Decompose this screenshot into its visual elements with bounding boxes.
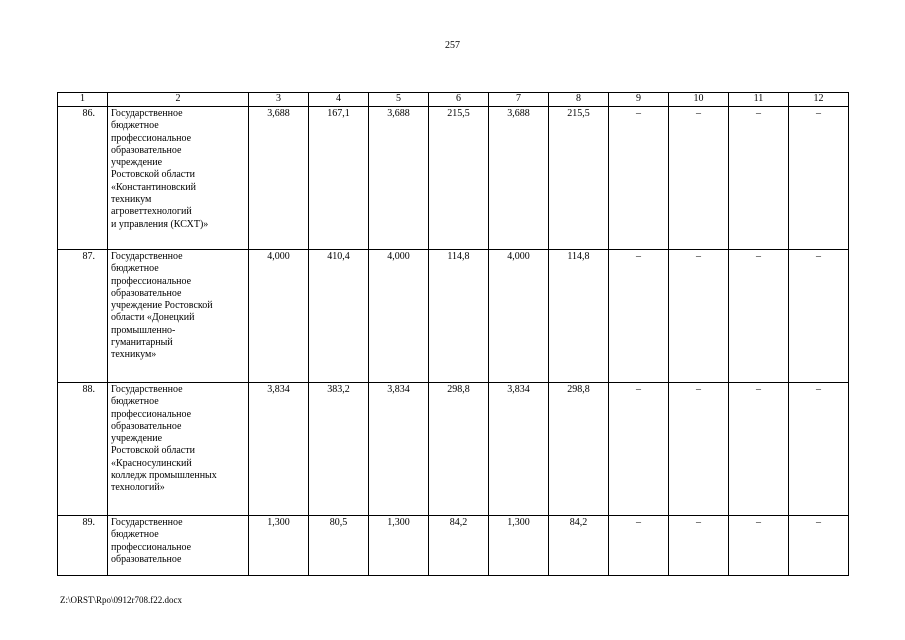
name-line: учреждение: [111, 433, 163, 445]
name-line: учреждение Ростовской: [111, 300, 213, 312]
name-line: профессиональное: [111, 541, 192, 553]
value-cell: 114,8: [429, 250, 489, 383]
institution-name: [108, 250, 249, 383]
value-cell: 383,2: [309, 383, 369, 516]
name-line: промышленно-: [111, 324, 176, 336]
value-cell: –: [789, 107, 849, 250]
value-cell: –: [789, 383, 849, 516]
name-line: бюджетное: [111, 529, 159, 541]
value-cell: 1,300: [249, 516, 309, 576]
name-line: технологий»: [111, 482, 165, 494]
name-line: агроветтехнологий: [111, 206, 192, 218]
value-cell: 84,2: [549, 516, 609, 576]
name-line: Государственное: [111, 384, 183, 395]
name-line: «Красносулинский: [111, 457, 192, 469]
value-cell: 3,688: [249, 107, 309, 250]
value-cell: 3,834: [489, 383, 549, 516]
column-header: 2: [108, 93, 249, 107]
column-header: 12: [789, 93, 849, 107]
row-index: 86.: [58, 107, 108, 250]
name-line: техникум»: [111, 349, 157, 361]
value-cell: 410,4: [309, 250, 369, 383]
name-line: техникум: [111, 194, 152, 206]
value-cell: –: [609, 383, 669, 516]
value-cell: 298,8: [549, 383, 609, 516]
value-cell: 80,5: [309, 516, 369, 576]
value-cell: 4,000: [369, 250, 429, 383]
value-cell: 1,300: [489, 516, 549, 576]
value-cell: –: [729, 107, 789, 250]
column-header: 1: [58, 93, 108, 107]
value-cell: 3,834: [249, 383, 309, 516]
value-cell: 4,000: [489, 250, 549, 383]
table-row: [58, 250, 849, 383]
column-header: 11: [729, 93, 789, 107]
value-cell: –: [609, 516, 669, 576]
name-line: и управления (КСХТ)»: [111, 218, 209, 230]
value-cell: 215,5: [429, 107, 489, 250]
row-index: 89.: [58, 516, 108, 576]
value-cell: –: [789, 516, 849, 576]
column-header: 8: [549, 93, 609, 107]
table-row: [58, 516, 849, 576]
value-cell: –: [729, 250, 789, 383]
value-cell: 114,8: [549, 250, 609, 383]
name-line: профессиональное: [111, 275, 192, 287]
institution-name: [108, 383, 249, 516]
value-cell: –: [669, 516, 729, 576]
name-line: «Константиновский: [111, 181, 196, 193]
name-line: профессиональное: [111, 132, 192, 144]
value-cell: –: [609, 107, 669, 250]
name-line: бюджетное: [111, 263, 159, 275]
value-cell: 298,8: [429, 383, 489, 516]
column-header: 5: [369, 93, 429, 107]
name-line: Ростовской области: [111, 169, 195, 181]
column-header: 3: [249, 93, 309, 107]
value-cell: 4,000: [249, 250, 309, 383]
name-line: Ростовской области: [111, 445, 195, 457]
column-header: 9: [609, 93, 669, 107]
institution-name: [108, 516, 249, 576]
name-line: учреждение: [111, 157, 163, 169]
name-line: области «Донецкий: [111, 312, 195, 324]
name-line: образовательное: [111, 287, 182, 299]
name-line: образовательное: [111, 553, 182, 565]
name-line: колледж промышленных: [111, 470, 217, 482]
institution-name: [108, 107, 249, 250]
name-line: гуманитарный: [111, 337, 173, 349]
value-cell: –: [669, 383, 729, 516]
value-cell: –: [669, 250, 729, 383]
value-cell: 167,1: [309, 107, 369, 250]
value-cell: –: [729, 383, 789, 516]
name-line: профессиональное: [111, 408, 192, 420]
value-cell: 1,300: [369, 516, 429, 576]
column-header: 4: [309, 93, 369, 107]
name-line: бюджетное: [111, 120, 159, 132]
value-cell: –: [669, 107, 729, 250]
column-header: 10: [669, 93, 729, 107]
table-row: [58, 107, 849, 250]
value-cell: 3,834: [369, 383, 429, 516]
table-row: [58, 383, 849, 516]
data-table: [57, 92, 849, 576]
name-line: образовательное: [111, 144, 182, 156]
value-cell: 215,5: [549, 107, 609, 250]
value-cell: 3,688: [369, 107, 429, 250]
header-row: [58, 93, 849, 107]
name-line: бюджетное: [111, 396, 159, 408]
column-header: 6: [429, 93, 489, 107]
name-line: Государственное: [111, 251, 183, 262]
row-index: 88.: [58, 383, 108, 516]
column-header: 7: [489, 93, 549, 107]
name-line: образовательное: [111, 420, 182, 432]
value-cell: 84,2: [429, 516, 489, 576]
page-number: 257: [445, 40, 460, 51]
row-index: 87.: [58, 250, 108, 383]
value-cell: –: [609, 250, 669, 383]
footer-file-path: Z:\ORST\Rpo\0912r708.f22.docx: [60, 595, 182, 605]
value-cell: –: [729, 516, 789, 576]
name-line: Государственное: [111, 517, 183, 528]
name-line: Государственное: [111, 108, 183, 119]
value-cell: 3,688: [489, 107, 549, 250]
value-cell: –: [789, 250, 849, 383]
